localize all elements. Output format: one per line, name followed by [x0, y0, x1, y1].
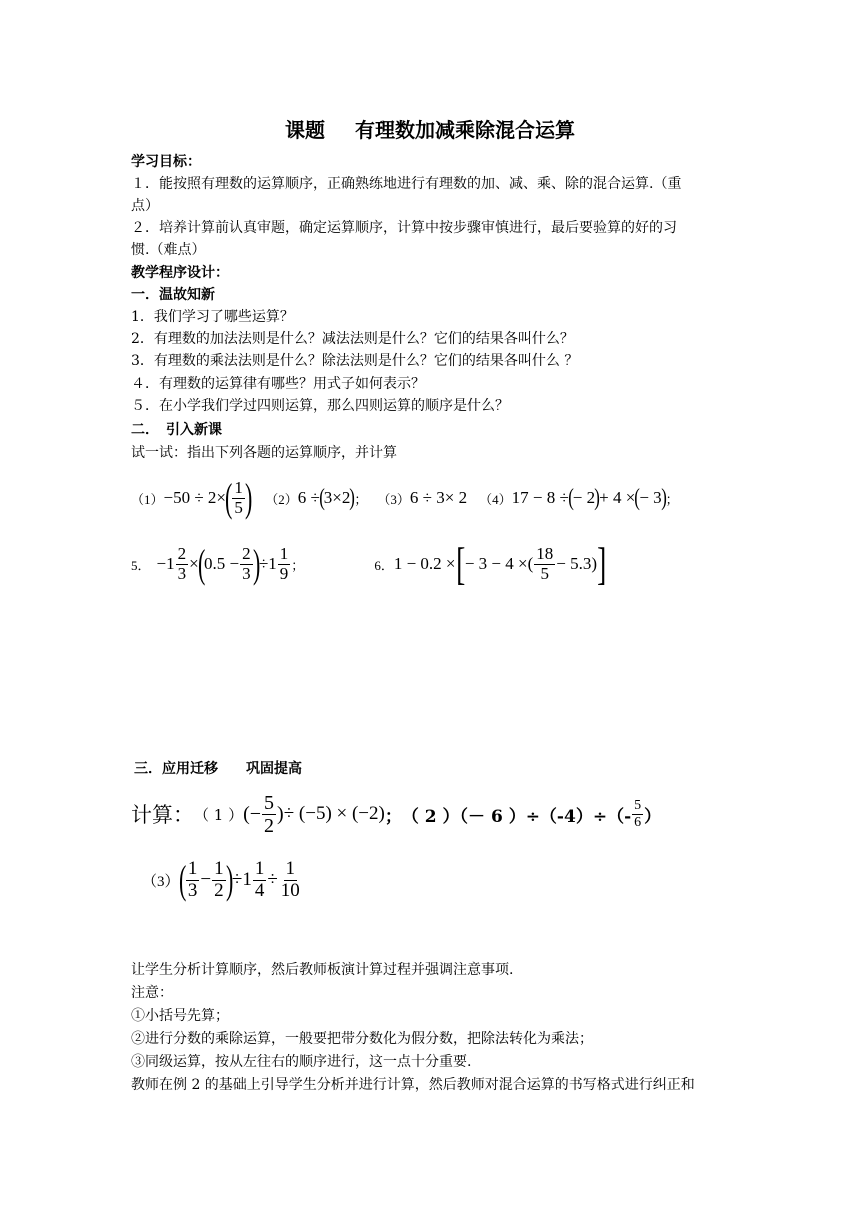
exercise-3-expression: 6 ÷ 3× 2: [409, 488, 468, 507]
goal-2-line-1: ２．培养计算前认真审题，确定运算顺序，计算中按步骤审慎进行，最后要验算的好的习: [131, 220, 677, 236]
exercise-row-1: （1） −50 ÷ 2× ( $\frac{1}{5}$ ) （2） 6 ÷ ( 3×2 ) ； （3） 6 ÷ 3× 2 （4） 17 − 8 ÷ ( − 2 ) + 4 × ( − 3 ) ；: [131, 475, 679, 520]
calc-separator: ；: [384, 806, 402, 827]
calc-2-expression: （ 2 ）（－ 6 ）÷（-4）÷（-: [401, 806, 632, 827]
exercise-6-part-a: 1 − 0.2 ×: [393, 554, 456, 573]
note-item-2: ②进行分数的乘除运算，一般要把带分数化为假分数，把除法转化为乘法；: [131, 1031, 593, 1047]
title-label: 课题: [285, 118, 325, 142]
exercise-3-label: （3）: [377, 491, 410, 507]
review-question-4: ４．有理数的运算律有哪些？用式子如何表示？: [131, 376, 425, 392]
review-question-1: 1．我们学习了哪些运算？: [131, 309, 294, 325]
section2-heading: 二． 引入新课: [131, 422, 222, 438]
exercise-6-part-d: − 5.3): [556, 554, 598, 573]
note-item-1: ①小括号先算；: [131, 1008, 229, 1024]
calc-3-label: （3）: [142, 873, 180, 890]
calc-3-minus: −: [200, 869, 212, 890]
exercise-2-expression: 6 ÷: [297, 488, 320, 507]
exercise-4-part-d: − 3: [639, 488, 662, 507]
exercise-5-label: 5．: [131, 557, 151, 573]
exercise-1-expression: −50 ÷ 2×: [163, 488, 227, 507]
exercise-row-2: 5． −1 $\frac{2}{3}$ × ( 0.5 − $\frac{2}{3}$ ) ÷1 $\frac{1}{9}$ ； 6． 1 − 0.2 × [ − 3 − 4 × ( $\frac{18}{5}$ − 5.3) ]: [131, 538, 607, 589]
exercise-4-part-c: + 4 ×: [599, 488, 636, 507]
calc-row-2: （3） ( $\frac{1}{3}$ − $\frac{1}{2}$ ) ÷1 $\frac{1}{4}$ ÷ $\frac{1}{10}$: [142, 857, 300, 902]
exercise-1-label: （1）: [131, 491, 164, 507]
exercise-5-semicolon: ；: [291, 557, 305, 573]
goal-1-line-2: 点）: [131, 198, 159, 214]
review-question-3: 3．有理数的乘法法则是什么？除法法则是什么？它们的结果各叫什么 ？: [131, 353, 579, 369]
calc-3-divide-2: ÷: [267, 869, 278, 890]
exercise-5-times: ×: [189, 554, 199, 573]
goals-heading: 学习目标：: [131, 154, 201, 170]
exercise-2-label: （2）: [265, 491, 298, 507]
exercise-4-part-a: 17 − 8 ÷: [511, 488, 569, 507]
note-item-3: ③同级运算，按从左往右的顺序进行，这一点十分重要.: [131, 1054, 472, 1070]
goal-1-line-1: １．能按照有理数的运算顺序，正确熟练地进行有理数的加、减、乘、除的混合运算.（重: [131, 176, 682, 192]
goal-2-line-2: 惯.（难点）: [131, 242, 206, 258]
notes-paragraph-2: 教师在例 2 的基础上引导学生分析并进行计算，然后教师对混合运算的书写格式进行纠正和: [131, 1077, 695, 1093]
exercise-5-whole: −1: [156, 554, 175, 573]
calc-2-close: ）: [644, 806, 662, 827]
calc-label: 计算：: [131, 803, 194, 827]
exercise-5-inner: 0.5 −: [204, 554, 240, 573]
design-heading: 教学程序设计：: [131, 265, 229, 281]
calc-1-expression: ÷ (−5) × (−2): [283, 803, 385, 824]
exercise-5-divide: ÷1: [258, 554, 277, 573]
exercise-6-part-b: − 3 − 4 ×: [464, 554, 528, 573]
review-question-5: ５．在小学我们学过四则运算，那么四则运算的顺序是什么？: [131, 398, 509, 414]
try-instruction: 试一试：指出下列各题的运算顺序，并计算: [131, 445, 397, 461]
section3-heading: 三．应用迁移 巩固提高: [134, 761, 302, 777]
exercise-2-semicolon: ；: [354, 491, 368, 507]
exercise-1-fraction: $\frac{1}{5}$: [234, 477, 243, 517]
exercise-6-label: 6．: [374, 557, 394, 573]
exercise-2-inner: 3×2: [323, 488, 351, 507]
calc-1-label: （ 1 ）: [194, 805, 244, 824]
exercise-4-semicolon: ；: [665, 491, 679, 507]
notes-heading: 注意：: [131, 985, 173, 1001]
exercise-4-part-b: − 2: [572, 488, 596, 507]
page-title: [0, 114, 860, 143]
calc-3-divide: ÷1: [231, 869, 252, 890]
section1-heading: 一．温故知新: [131, 287, 215, 303]
exercise-4-label: （4）: [479, 491, 512, 507]
title-topic: 有理数加减乘除混合运算: [355, 118, 575, 142]
review-question-2: 2．有理数的加法法则是什么？减法法则是什么？它们的结果各叫什么？: [131, 331, 574, 347]
calc-row-1: 计算： （ 1 ） (− $\frac{5}{2}$ ) ÷ (−5) × (−2) ； （ 2 ）（－ 6 ）÷（-4）÷（- $\frac{5}{6}$ ）: [131, 791, 662, 837]
notes-paragraph-1: 让学生分析计算顺序，然后教师板演计算过程并强调注意事项.: [131, 962, 514, 978]
